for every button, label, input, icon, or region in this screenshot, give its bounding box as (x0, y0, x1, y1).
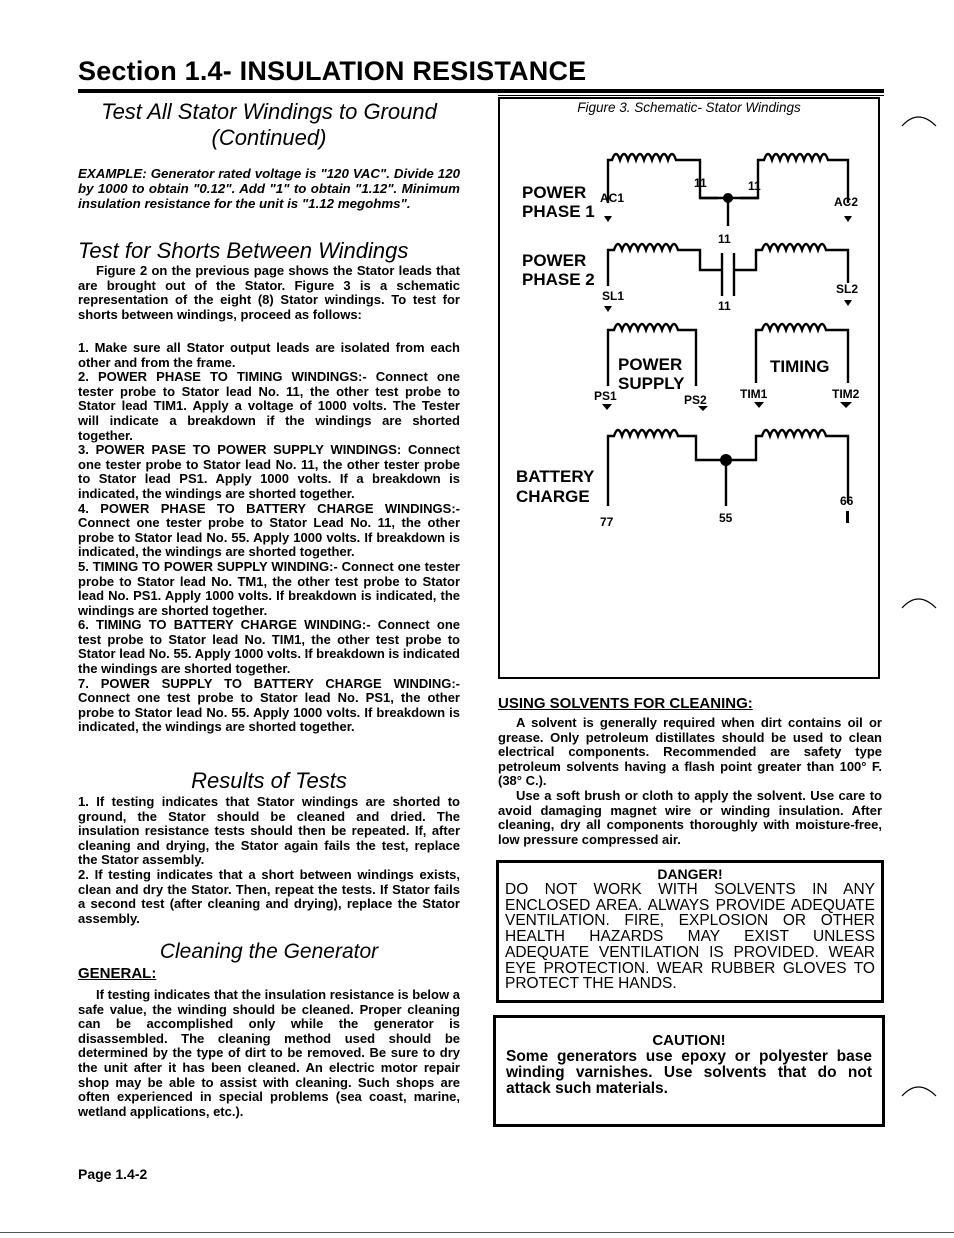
solvents-text (498, 716, 882, 847)
winding-power-phase-2-right (734, 244, 848, 283)
title-underline (498, 95, 884, 96)
margin-mark (900, 592, 940, 612)
solvents-paragraph: Use a soft brush or cloth to apply the solvent. Use care to avoid damaging magnet wire or winding insulation. After cleaning, dry all components thoroughly with moisture-free, low pressure compressed air. (498, 787, 882, 847)
caution-box (493, 1015, 885, 1127)
step-item: 6. TIMING TO BATTERY CHARGE WINDING:- Connect one test probe to Stator lead No. TIM1, the other test probe to Stator lead No. 55. Apply 1000 volts. If breakdown is indicated the windings are shorted together. (78, 617, 460, 677)
label-power-supply-a: POWER (618, 355, 683, 374)
label-power-phase-1-a: POWER (522, 183, 587, 202)
step-item: 3. POWER PASE TO POWER SUPPLY WINDINGS: Connect one tester probe to Stator lead No. 11, the other tester probe to Stator lead PS1. Apply 1000 volts. If a breakdown is indicated, the windings are shorted together. (78, 442, 460, 501)
terminal-ps1: PS1 (594, 389, 617, 403)
label-power-supply-b: SUPPLY (618, 374, 685, 393)
test-steps-list (78, 341, 460, 735)
heading-test-all-windings: Test All Stator Windings to Ground (Continued) (101, 99, 437, 150)
terminal-marker (840, 402, 852, 408)
junction-dot (720, 454, 732, 466)
terminal-marker (844, 216, 852, 222)
terminal-marker (844, 300, 852, 306)
results-list (78, 795, 460, 926)
example-paragraph: EXAMPLE: Generator rated voltage is "120 VAC". Divide 120 by 1000 to obtain "0.12". Add "1" to obtain "1.12". Minimum insulation resistance for the unit is "1.12 megohms". (78, 166, 460, 211)
margin-mark (900, 1080, 940, 1100)
terminal-ac1: AC1 (600, 191, 625, 205)
label-power-phase-2-a: POWER (522, 251, 587, 270)
junction-dot (723, 193, 733, 203)
danger-box (496, 860, 884, 1003)
terminal-11: 11 (718, 299, 731, 313)
danger-text: DO NOT WORK WITH SOLVENTS IN ANY ENCLOSED AREA. ALWAYS PROVIDE ADEQUATE VENTILATION. FIRE, EXPLOSION OR OTHER HEALTH HAZARDS MAY EXIST UNLESS ADEQUATE VENTILATION IS PROVIDED. WEAR EYE PROTECTION. WEAR RUBBER GLOVES TO PROTECT THE HANDS. (505, 881, 875, 993)
terminal-11: 11 (694, 176, 707, 190)
step-item: 7. POWER SUPPLY TO BATTERY CHARGE WINDING:- Connect one test probe to Stator lead No. PS1, the other probe to Stator lead No. 55. Apply 1000 volts. If breakdown is indicated, the windings are shorted together. (78, 675, 460, 735)
terminal-ps2: PS2 (684, 393, 707, 407)
terminal-55: 55 (719, 511, 733, 525)
terminal-marker (754, 402, 764, 408)
general-paragraph: If testing indicates that the insulation resistance is below a safe value, the winding should be cleaned. Proper cleaning can be accomplished only while the generator is disassembled. The cleaning method used should be determined by the type of dirt to be removed. Be sure to dry the unit after it has been cleaned. An electric motor repair shop may be able to assist with cleaning. Such shops are often experienced in special problems (sea coast, marine, wetland applications, etc.). (78, 987, 460, 1119)
terminal-marker (604, 306, 612, 312)
shorts-intro-paragraph: Figure 2 on the previous page shows the Stator leads that are brought out of the Stator. Figure 3 is a schematic representation of the eight (8) Stator windings. To test for shorts between windings, proceed as follows: (78, 263, 460, 322)
caution-text: Some generators use epoxy or polyester base winding varnishes. Use solvents that do not attack such materials. (506, 1048, 872, 1097)
page-number: Page 1.4-2 (78, 1166, 148, 1182)
section-title: Section 1.4- INSULATION RESISTANCE (78, 56, 587, 86)
result-item: 1. If testing indicates that Stator windings are shorted to ground, the Stator should be cleaned and dried. The insulation resistance tests should then be repeated. If, after cleaning and drying, the Stator again fails the test, replace the Stator assembly. (78, 794, 460, 868)
step-item: 1. Make sure all Stator output leads are isolated from each other and from the frame. (78, 340, 460, 370)
caution-title: CAUTION! (652, 1032, 726, 1049)
solvents-label: USING SOLVENTS FOR CLEANING: (498, 695, 753, 712)
terminal-tim2: TIM2 (832, 387, 860, 401)
winding-battery-charge-left (608, 430, 726, 506)
terminal-11: 11 (748, 179, 761, 193)
terminal-11: 11 (718, 232, 731, 246)
heading-results-of-tests: Results of Tests (191, 768, 347, 793)
terminal-tim1: TIM1 (740, 387, 768, 401)
margin-mark (900, 110, 940, 130)
heading-test-for-shorts: Test for Shorts Between Windings (78, 238, 409, 263)
heading-cleaning-generator: Cleaning the Generator (159, 940, 379, 963)
figure-caption: Figure 3. Schematic- Stator Windings (577, 100, 801, 115)
winding-battery-charge-right (726, 430, 848, 503)
terminal-77: 77 (600, 515, 614, 529)
terminal-marker (604, 216, 612, 222)
terminal-sl1: SL1 (602, 289, 625, 303)
terminal-66: 66 (840, 494, 854, 508)
step-item: 4. POWER PHASE TO BATTERY CHARGE WINDINGS:- Connect one tester probe to Stator Lead No. 11, the other probe to Stator lead No. 55. Apply 1000 volts. If breakdown is indicated, the windings are shorted together. (78, 500, 460, 560)
terminal-marker (602, 404, 612, 410)
step-item: 5. TIMING TO POWER SUPPLY WINDING:- Connect one tester probe to Stator lead No. TM1, the other test probe to Stator lead No. PS1. Apply 1000 volts. If breakdown is indicated, the windings are shorted together. (78, 558, 460, 618)
label-timing: TIMING (770, 357, 830, 376)
result-item: 2. If testing indicates that a short between windings exists, clean and dry the Stator. Then, repeat the tests. If Stator fails a second test (after cleaning and drying), replace the Stator assembly. (78, 866, 460, 926)
label-power-phase-1-b: PHASE 1 (522, 202, 595, 221)
general-label: GENERAL: (78, 965, 157, 982)
terminal-marker (846, 511, 849, 523)
winding-power-phase-2-left (608, 244, 722, 286)
terminal-ac2: AC2 (834, 195, 859, 209)
danger-title: DANGER! (657, 866, 723, 882)
step-item: 2. POWER PHASE TO TIMING WINDINGS:- Connect one tester probe to Stator lead No. 11, the other test probe to Stator lead TIM1. Apply a voltage of 1000 volts. The Tester will indicate a breakdown if the windings are shorted together. (78, 369, 460, 443)
label-battery-b: CHARGE (516, 487, 590, 506)
label-battery-a: BATTERY (516, 467, 595, 486)
terminal-sl2: SL2 (836, 282, 859, 296)
stator-schematic-diagram (500, 118, 878, 538)
label-power-phase-2-b: PHASE 2 (522, 270, 595, 289)
solvents-paragraph: A solvent is generally required when dirt contains oil or grease. Only petroleum distillates should be used to clean electrical components. Recommended are safety type petroleum solvents having a flash point greater than 100° F. (38° C.). (498, 715, 882, 789)
bottom-edge-line (0, 1232, 954, 1233)
title-rule (78, 89, 884, 93)
